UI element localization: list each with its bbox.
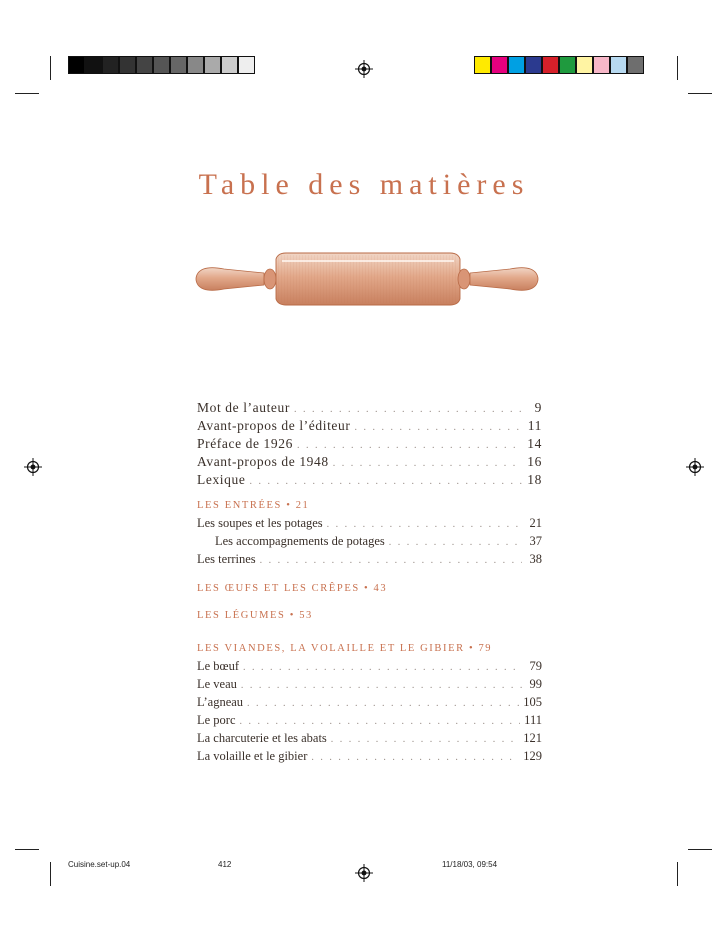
dot-leader bbox=[354, 422, 522, 433]
toc-entry-label: Mot de l’auteur bbox=[197, 400, 290, 415]
dot-leader bbox=[241, 680, 522, 691]
dot-leader bbox=[247, 698, 519, 709]
toc-entry-page: 38 bbox=[529, 552, 542, 566]
gray-swatch bbox=[136, 56, 153, 74]
toc-entry-page: 105 bbox=[523, 695, 542, 709]
gray-swatch bbox=[68, 56, 85, 74]
dot-leader bbox=[260, 555, 522, 566]
toc-entry-label: Préface de 1926 bbox=[197, 436, 293, 451]
slug-page-number: 412 bbox=[218, 860, 232, 869]
color-swatch bbox=[559, 56, 576, 74]
toc-entry bbox=[197, 731, 542, 749]
gray-scale-bar bbox=[68, 56, 255, 74]
crop-mark bbox=[15, 93, 39, 94]
color-swatch bbox=[474, 56, 491, 74]
toc-entry-page: 37 bbox=[529, 534, 542, 548]
crop-mark bbox=[688, 849, 712, 850]
dot-leader bbox=[243, 662, 522, 673]
toc-entry-page: 14 bbox=[527, 436, 542, 451]
table-of-contents bbox=[197, 400, 542, 490]
toc-entry bbox=[197, 400, 542, 418]
toc-entry-page: 79 bbox=[529, 659, 542, 673]
toc-entry bbox=[197, 516, 542, 534]
color-swatch bbox=[508, 56, 525, 74]
crop-mark bbox=[50, 56, 51, 80]
dot-leader bbox=[389, 537, 522, 548]
dot-leader bbox=[331, 734, 519, 745]
gray-swatch bbox=[170, 56, 187, 74]
crop-mark bbox=[677, 862, 678, 886]
toc-entry-label: Les soupes et les potages bbox=[197, 516, 323, 530]
section-oeufs bbox=[197, 583, 542, 599]
crop-mark bbox=[677, 56, 678, 80]
page-title: Table des matières bbox=[198, 168, 530, 201]
toc-entry-page: 9 bbox=[534, 400, 542, 415]
toc-entry-label: La volaille et le gibier bbox=[197, 749, 308, 763]
dot-leader bbox=[240, 716, 521, 727]
toc-entry-label: La charcuterie et les abats bbox=[197, 731, 327, 745]
toc-entry bbox=[197, 713, 542, 731]
toc-entry-page: 21 bbox=[529, 516, 542, 530]
toc-entry-page: 129 bbox=[523, 749, 542, 763]
color-swatch bbox=[593, 56, 610, 74]
registration-mark-icon bbox=[686, 458, 704, 476]
crop-mark bbox=[15, 849, 39, 850]
toc-entry-page: 111 bbox=[524, 713, 542, 727]
slug-timestamp: 11/18/03, 09:54 bbox=[442, 860, 498, 869]
color-swatch bbox=[525, 56, 542, 74]
color-swatch bbox=[542, 56, 559, 74]
gray-swatch bbox=[102, 56, 119, 74]
toc-entry bbox=[197, 552, 542, 570]
toc-entry-page: 121 bbox=[523, 731, 542, 745]
section-heading: LES VIANDES, LA VOLAILLE ET LE GIBIER • 79 bbox=[197, 643, 493, 654]
dot-leader bbox=[294, 404, 522, 415]
gray-swatch bbox=[119, 56, 136, 74]
toc-entry-page: 99 bbox=[529, 677, 542, 691]
color-swatch bbox=[610, 56, 627, 74]
dot-leader bbox=[333, 458, 522, 469]
toc-entry bbox=[197, 695, 542, 713]
section-legumes bbox=[197, 610, 542, 626]
toc-entry-label: Les accompagnements de potages bbox=[215, 534, 385, 548]
section-items bbox=[197, 516, 542, 570]
toc-entry-label: Le bœuf bbox=[197, 659, 239, 673]
toc-entry bbox=[197, 436, 542, 454]
toc-entry-label: Le veau bbox=[197, 677, 237, 691]
toc-entry-page: 18 bbox=[527, 472, 542, 487]
crop-mark bbox=[688, 93, 712, 94]
registration-mark-icon bbox=[355, 864, 373, 882]
section-heading: LES ŒUFS ET LES CRÊPES • 43 bbox=[197, 583, 388, 594]
section-items bbox=[197, 659, 542, 767]
toc-entry bbox=[197, 534, 542, 552]
toc-entry-page: 16 bbox=[527, 454, 542, 469]
section-heading: LES LÉGUMES • 53 bbox=[197, 610, 313, 621]
gray-swatch bbox=[221, 56, 238, 74]
toc-entry bbox=[197, 472, 542, 490]
toc-entry-label: Le porc bbox=[197, 713, 236, 727]
crop-mark bbox=[50, 862, 51, 886]
dot-leader bbox=[311, 752, 519, 763]
registration-mark-icon bbox=[355, 60, 373, 78]
gray-swatch bbox=[204, 56, 221, 74]
dot-leader bbox=[249, 476, 522, 487]
toc-entry bbox=[197, 418, 542, 436]
color-swatch bbox=[576, 56, 593, 74]
toc-entry-label: Avant-propos de l’éditeur bbox=[197, 418, 351, 433]
registration-mark-icon bbox=[24, 458, 42, 476]
slug-filename: Cuisine.set-up.04 bbox=[68, 860, 131, 869]
gray-swatch bbox=[85, 56, 102, 74]
color-swatch bbox=[627, 56, 644, 74]
rolling-pin-illustration bbox=[194, 245, 539, 315]
dot-leader bbox=[297, 440, 522, 451]
gray-swatch bbox=[153, 56, 170, 74]
front-matter-list bbox=[197, 400, 542, 490]
dot-leader bbox=[327, 519, 522, 530]
toc-entry bbox=[197, 749, 542, 767]
gray-swatch bbox=[187, 56, 204, 74]
toc-entry-label: Avant-propos de 1948 bbox=[197, 454, 329, 469]
gray-swatch bbox=[238, 56, 255, 74]
toc-entry-label: Les terrines bbox=[197, 552, 256, 566]
toc-entry bbox=[197, 454, 542, 472]
toc-entry-label: Lexique bbox=[197, 472, 246, 487]
section-viandes bbox=[197, 643, 542, 767]
section-entrees bbox=[197, 500, 542, 570]
color-control-bar bbox=[474, 56, 644, 74]
toc-entry bbox=[197, 677, 542, 695]
color-swatch bbox=[491, 56, 508, 74]
toc-entry-page: 11 bbox=[527, 418, 542, 433]
toc-entry bbox=[197, 659, 542, 677]
toc-entry-label: L’agneau bbox=[197, 695, 244, 709]
section-heading: LES ENTRÉES • 21 bbox=[197, 500, 310, 511]
